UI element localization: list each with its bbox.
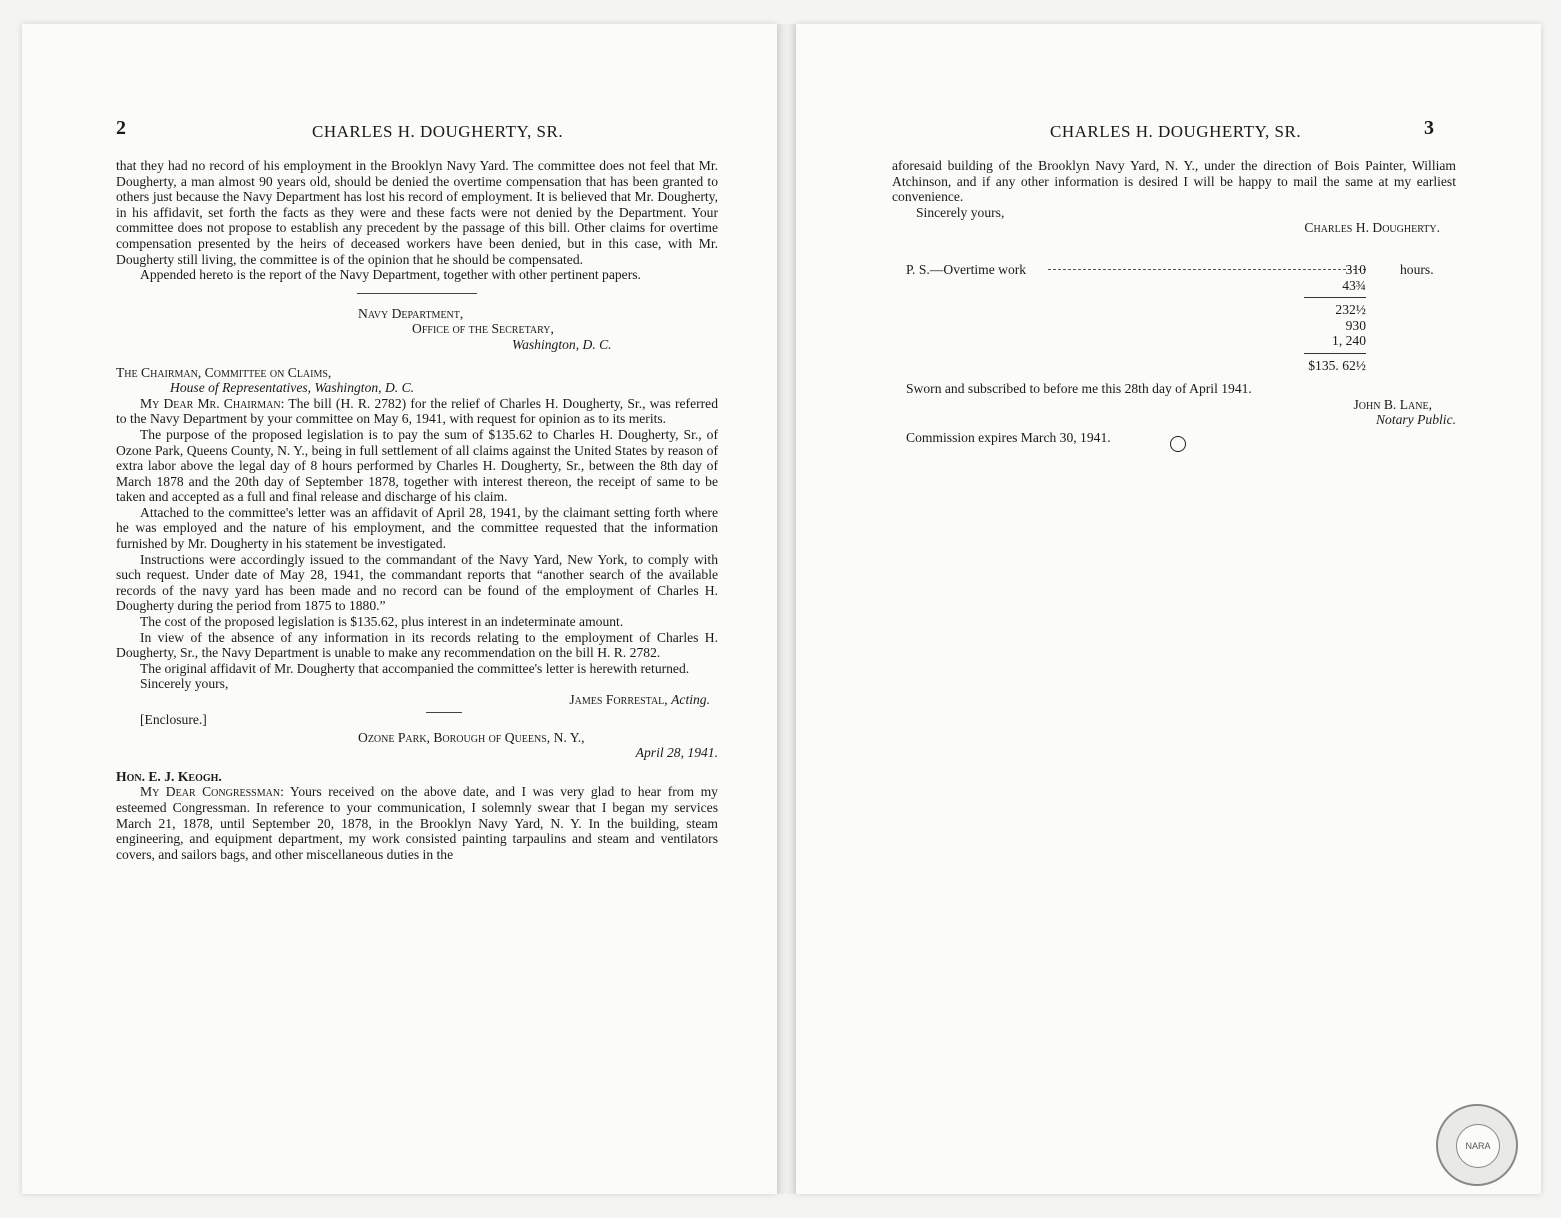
navy-paragraph-5: The cost of the proposed legislation is $135.62, plus interest in an indeterminate amount. <box>140 614 624 630</box>
overtime-rate: 43¾ <box>1342 277 1366 293</box>
navy-paragraph-6: In view of the absence of any information in its records relating to the employment of Charles H. Dougherty, Sr., the Navy Department is unable to make any recommendation on the bill H. R. 2782. <box>116 629 718 661</box>
letterhead-city: Washington, D. C. <box>512 336 612 352</box>
overtime-row-hours <box>906 262 1446 278</box>
partial-1: 232½ <box>1335 302 1366 318</box>
commission-expiry: Commission expires March 30, 1941. <box>906 429 1111 445</box>
letterhead-office: Office of the Secretary, <box>412 321 554 337</box>
right-page <box>796 24 1541 1194</box>
overtime-row-rate <box>906 278 1446 294</box>
sum-rule-1 <box>1304 297 1366 298</box>
opening-paragraph: that they had no record of his employment in the Brooklyn Navy Yard. The committee does not feel that Mr. Dougherty, a man almost 90 years old, should be denied the overtime compensation that has been granted to others just because the Navy Department has lost his record of employment. It is believed that Mr. Dougherty, in his affidavit, set forth the facts as they were and these facts were not denied by the Department. Your committee does not propose to establish any precedent by the passage of this bill. Other claims for overtime compensation presented by the heirs of deceased workers have been denied, but in this case, with Mr. Dougherty still living, the committee is of the opinion that he should be compensated. <box>116 158 718 267</box>
signature-name: James Forrestal, <box>569 692 668 707</box>
right-running-head: CHARLES H. DOUGHERTY, SR. <box>1050 122 1302 141</box>
sworn-statement: Sworn and subscribed to before me this 28th day of April 1941. <box>906 381 1252 396</box>
overtime-row-partial-2 <box>906 318 1446 334</box>
library-stamp-icon <box>1436 1104 1518 1186</box>
affidavit-date: April 28, 1941. <box>635 745 718 761</box>
postscript-label: P. S.—Overtime work <box>906 262 1027 277</box>
overtime-row-total <box>906 358 1446 374</box>
section-rule <box>357 293 477 294</box>
left-page-header <box>22 117 777 144</box>
overtime-total: $135. 62½ <box>1308 357 1366 373</box>
notary-title: Notary Public. <box>1375 412 1456 428</box>
left-page-number: 2 <box>116 117 127 139</box>
rule-row-2 <box>906 349 1446 358</box>
left-running-head: CHARLES H. DOUGHERTY, SR. <box>312 122 564 141</box>
affidavit-continuation: aforesaid building of the Brooklyn Navy Yard, N. Y., under the direction of Bois Painter, William Atchinson, and if any other information is desired I will be happy to mail the same at my earliest convenience. <box>892 158 1456 205</box>
navy-paragraph-1: The bill (H. R. 2782) for the relief of Charles H. Dougherty, Sr., was referred to the Navy Department by your committee on May 6, 1941, with request for opinion as to its merits. <box>116 395 718 427</box>
overtime-unit: hours. <box>1400 262 1434 277</box>
right-page-header <box>796 117 1541 144</box>
navy-letterhead <box>358 306 718 353</box>
affidavit-closing: Sincerely yours, <box>916 204 1005 220</box>
appended-paragraph: Appended hereto is the report of the Navy Department, together with other pertinent papers. <box>140 267 641 283</box>
overtime-hours: 310 <box>1345 262 1366 277</box>
affidavit-addressee: Hon. E. J. Keogh. <box>116 768 222 784</box>
navy-closing: Sincerely yours, <box>140 676 229 692</box>
letterhead-department: Navy Department, <box>358 305 464 321</box>
affidavit-body: Yours received on the above date, and I was very glad to hear from my esteemed Congressman. In reference to your communication, I solemnly swear that I began my services March 21, 1878, until September 20, 1878, in the Brooklyn Navy Yard, N. Y. In the building, steam engineering, and equipment department, my work consisted painting tarpaulins and steam and ventilators covers, and sailors bags, and other miscellaneous duties in the <box>116 784 718 862</box>
navy-paragraph-7: The original affidavit of Mr. Dougherty that accompanied the committee's letter is herewith returned. <box>140 660 690 676</box>
addressee-line-2: House of Representatives, Washington, D. C. <box>170 380 415 396</box>
sum-rule-2 <box>1304 353 1366 354</box>
affidavit-signature: Charles H. Dougherty. <box>1304 220 1440 236</box>
overtime-row-partial-1 <box>906 302 1446 318</box>
navy-paragraph-2: The purpose of the proposed legislation is to pay the sum of $135.62 to Charles H. Dougherty, Sr., of Ozone Park, Queens County, N. Y., being in full settlement of all claims against the United States by reason of extra labor above the legal day of 8 hours performed by Charles H. Dougherty, Sr., between the 8th day of March 1878 and the 20th day of September 1878, together with interest thereon, the receipt of same to be taken and accepted as a full and final release and discharge of his claim. <box>116 426 718 505</box>
enclosure-row <box>116 710 718 730</box>
enclosure-label: [Enclosure.] <box>140 711 207 727</box>
partial-3: 1, 240 <box>1332 333 1366 349</box>
navy-paragraph-4: Instructions were accordingly issued to the commandant of the Navy Yard, New York, to comply with such request. Under date of May 28, 1941, the commandant reports that “another search of the available records of the navy yard has been made and no record can be found of the employment of Charles H. Dougherty during the period from 1875 to 1880.” <box>116 551 718 614</box>
rule-row-1 <box>906 293 1446 302</box>
affidavit-letterhead <box>358 730 718 761</box>
overtime-row-partial-3 <box>906 333 1446 349</box>
navy-paragraph-3: Attached to the committee's letter was an affidavit of April 28, 1941, by the claimant setting forth where he was employed and the nature of his employment, and the committee requested that the information furnished by Mr. Dougherty in his statement be investigated. <box>116 504 718 552</box>
page-gutter <box>777 24 796 1194</box>
navy-addressee <box>116 365 718 396</box>
navy-signature <box>116 692 718 708</box>
right-page-number: 3 <box>1424 117 1435 139</box>
short-rule <box>426 712 462 713</box>
right-page-body <box>892 158 1456 236</box>
notary-name: John B. Lane, <box>1353 396 1432 412</box>
addressee-line-1: The Chairman, Committee on Claims, <box>116 364 332 380</box>
end-mark-circle-icon <box>1170 436 1186 452</box>
stamp-center: NARA <box>1456 1124 1500 1168</box>
affidavit-salutation: My Dear Congressman: <box>140 784 284 800</box>
overtime-computation <box>906 262 1446 374</box>
navy-salutation: My Dear Mr. Chairman: <box>140 395 285 411</box>
partial-2: 930 <box>1345 317 1366 333</box>
affidavit-place: Ozone Park, Borough of Queens, N. Y., <box>358 729 585 745</box>
left-page <box>22 24 777 1194</box>
signature-title: Acting. <box>671 692 710 707</box>
left-page-body <box>116 158 718 862</box>
